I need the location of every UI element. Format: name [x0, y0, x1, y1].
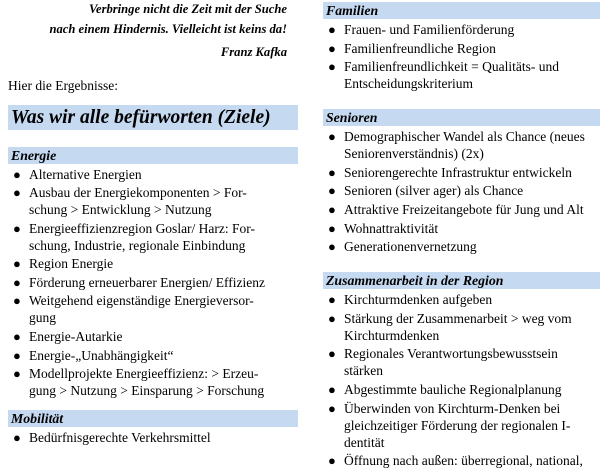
bullet-icon: ●	[13, 329, 21, 345]
bullet-icon: ●	[13, 366, 21, 382]
list-item	[8, 365, 298, 399]
list-item-text: Kirchturmdenken aufgeben	[344, 292, 493, 308]
bullet-icon: ●	[13, 430, 21, 446]
quote-author: Franz Kafka	[220, 45, 287, 59]
bullet-icon: ●	[328, 183, 336, 199]
list-item	[8, 328, 298, 345]
list-item-text: Energie-„Unabhängigkeit“	[29, 347, 174, 363]
list-item	[323, 128, 600, 162]
list-item-text: gung > Nutzung > Einsparung > Forschung	[29, 383, 265, 399]
right-column	[323, 0, 600, 471]
list-item-text: Familienfreundliche Region	[344, 40, 496, 56]
list-item	[323, 40, 600, 57]
bullet-icon: ●	[13, 220, 21, 236]
list-item-text: schung > Entwicklung > Nutzung	[29, 202, 212, 218]
list-item	[8, 166, 298, 183]
bullet-icon: ●	[328, 40, 336, 56]
bullet-icon: ●	[13, 347, 21, 363]
bullet-icon: ●	[328, 310, 336, 326]
list-item-text: Generationenvernetzung	[344, 239, 477, 255]
section-senioren	[323, 109, 600, 255]
list-item-text: Modellprojekte Energieeffizienz: > Erzeu-	[29, 366, 259, 382]
bullet-icon: ●	[328, 346, 336, 362]
list-item-text: Energieeffizienzregion Goslar/ Harz: For-	[29, 220, 256, 236]
list-item	[323, 58, 600, 92]
list-energie	[8, 166, 298, 400]
section-title-familien: Familien	[323, 2, 600, 19]
list-item	[323, 381, 600, 398]
list-item-text: gleichzeitiger Förderung der regionalen I-	[344, 417, 571, 433]
list-zusammenarbeit	[323, 291, 600, 469]
main-heading: Was wir alle befürworten (Ziele)	[8, 105, 298, 130]
bullet-icon: ●	[13, 185, 21, 201]
bullet-icon: ●	[328, 59, 336, 75]
bullet-icon: ●	[13, 256, 21, 272]
bullet-icon: ●	[13, 166, 21, 182]
list-item-text: Senioren (silver ager) als Chance	[344, 183, 524, 199]
list-item	[323, 400, 600, 451]
list-item-text: Seniorengerechte Infrastruktur entwickeln	[344, 164, 572, 180]
section-zusammenarbeit	[323, 272, 600, 469]
section-mobilitaet	[8, 410, 298, 446]
list-item-text: Seniorenverständnis) (2x)	[344, 146, 484, 162]
list-item	[323, 220, 600, 237]
list-item	[8, 292, 298, 326]
list-item-text: Überwinden von Kirchturm-Denken bei	[344, 400, 561, 416]
list-item-text: Abgestimmte bauliche Regionalplanung	[344, 381, 562, 397]
list-item-text: Entscheidungskriterium	[344, 76, 473, 92]
list-item	[323, 291, 600, 308]
list-item-text: stärken	[344, 363, 383, 379]
kafka-quote	[8, 0, 298, 63]
list-item	[323, 310, 600, 344]
bullet-icon: ●	[328, 129, 336, 145]
list-item-text: Alternative Energien	[29, 166, 142, 182]
bullet-icon: ●	[328, 292, 336, 308]
bullet-icon: ●	[328, 220, 336, 236]
bullet-icon: ●	[328, 201, 336, 217]
quote-line-1: Verbringe nicht die Zeit mit der Suche	[88, 2, 287, 16]
quote-line-2: nach einem Hindernis. Vielleicht ist keins da!	[49, 21, 287, 36]
list-item-text: Stärkung der Zusammenarbeit > weg vom	[344, 310, 572, 326]
list-mobilitaet	[8, 429, 298, 446]
list-item	[323, 201, 600, 218]
intro-text: Hier die Ergebnisse:	[8, 77, 118, 93]
list-familien	[323, 21, 600, 92]
list-item	[323, 345, 600, 379]
list-item-text: Bedürfnisgerechte Verkehrsmittel	[29, 430, 211, 446]
list-item-text: Regionales Verantwortungsbewusstsein	[344, 346, 558, 362]
bullet-icon: ●	[328, 22, 336, 37]
list-item-text: Wohnattraktivität	[344, 220, 439, 236]
list-item	[323, 164, 600, 181]
left-column	[8, 0, 298, 448]
bullet-icon: ●	[328, 164, 336, 180]
list-item-text: Ausbau der Energiekomponenten > For-	[29, 185, 247, 201]
bullet-icon: ●	[13, 293, 21, 309]
bullet-icon: ●	[328, 400, 336, 416]
list-item-text: Energie-Autarkie	[29, 329, 123, 345]
section-title-energie: Energie	[8, 147, 298, 164]
section-energie	[8, 147, 298, 400]
list-item	[8, 347, 298, 364]
list-item-text: Region Energie	[29, 256, 114, 272]
bullet-icon: ●	[328, 381, 336, 397]
list-item-text: dentität	[344, 434, 385, 450]
list-item-text: schung, Industrie, regionale Einbindung	[29, 237, 246, 253]
list-item	[8, 255, 298, 272]
list-item-text: Demographischer Wandel als Chance (neues	[344, 129, 585, 145]
list-item-text: Weitgehend eigenständige Energieversor-	[29, 293, 254, 309]
section-familien	[323, 2, 600, 92]
list-item	[8, 184, 298, 218]
section-title-zusammenarbeit: Zusammenarbeit in der Region	[323, 272, 600, 289]
list-item-text: Kirchturmdenken	[344, 327, 440, 343]
list-item-text: Öffnung nach außen: überregional, national,	[344, 453, 583, 469]
list-item	[323, 21, 600, 38]
bullet-icon: ●	[328, 239, 336, 255]
list-item	[323, 238, 600, 255]
list-item	[323, 452, 600, 469]
list-item	[8, 220, 298, 254]
list-item	[323, 182, 600, 199]
section-title-mobilitaet: Mobilität	[8, 410, 298, 427]
list-item-text: Familienfreundlichkeit = Qualitäts- und	[344, 59, 559, 75]
bullet-icon: ●	[13, 274, 21, 290]
list-item	[8, 274, 298, 291]
list-item	[8, 429, 298, 446]
list-senioren	[323, 128, 600, 255]
list-item-text: Förderung erneuerbarer Energien/ Effizienz	[29, 274, 266, 290]
list-item-text: gung	[29, 310, 56, 326]
list-item-text: Attraktive Freizeitangebote für Jung und Alt	[344, 201, 584, 217]
bullet-icon: ●	[328, 453, 336, 469]
list-item-text: Frauen- und Familienförderung	[344, 22, 515, 37]
section-title-senioren: Senioren	[323, 109, 600, 126]
